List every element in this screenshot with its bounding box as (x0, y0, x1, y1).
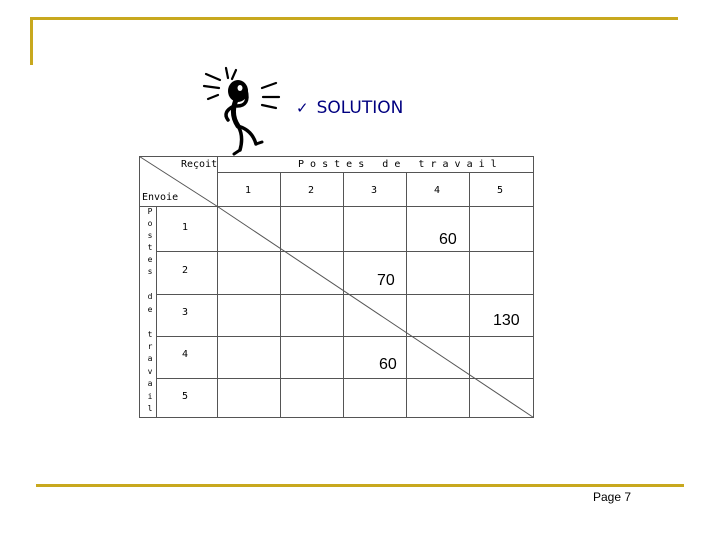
row-header-letter: a (147, 379, 153, 388)
row-number-2: 2 (182, 265, 189, 276)
row-header-letter: e (147, 305, 153, 314)
cell-value-row1-col4: 60 (439, 231, 457, 248)
cell-value-row2-col3: 70 (377, 272, 395, 289)
row-header-letter: t (147, 243, 153, 252)
row-number-5: 5 (182, 391, 189, 402)
checkmark-icon: ✓ (296, 99, 309, 117)
cell-value-row3-col5: 130 (493, 312, 520, 329)
row-header-letter: s (147, 231, 153, 240)
slide-title: SOLUTION (316, 98, 404, 118)
column-header-workstations: P o s t e s d e t r a v a i l (298, 159, 497, 170)
row-header-letter: d (147, 292, 153, 301)
corner-label-receives: Reçoit (181, 159, 218, 170)
row-header-letter: i (147, 392, 153, 401)
col-number-1: 1 (245, 185, 252, 196)
col-number-2: 2 (308, 185, 315, 196)
col-number-3: 3 (371, 185, 378, 196)
row-header-letter: l (147, 404, 153, 413)
row-header-letter: a (147, 354, 153, 363)
row-header-letter: o (147, 219, 153, 228)
corner-label-sends: Envoie (142, 192, 179, 203)
row-number-4: 4 (182, 349, 189, 360)
col-number-5: 5 (497, 185, 504, 196)
row-header-letter: P (147, 207, 153, 216)
row-number-3: 3 (182, 307, 189, 318)
row-header-letter: r (147, 342, 153, 351)
row-header-letter: s (147, 267, 153, 276)
row-header-letter: v (147, 367, 153, 376)
cell-value-row4-col3: 60 (379, 356, 397, 373)
row-header-letter: t (147, 330, 153, 339)
row-number-1: 1 (182, 222, 189, 233)
page-number: Page 7 (593, 490, 632, 504)
row-header-letter: e (147, 255, 153, 264)
col-number-4: 4 (434, 185, 441, 196)
